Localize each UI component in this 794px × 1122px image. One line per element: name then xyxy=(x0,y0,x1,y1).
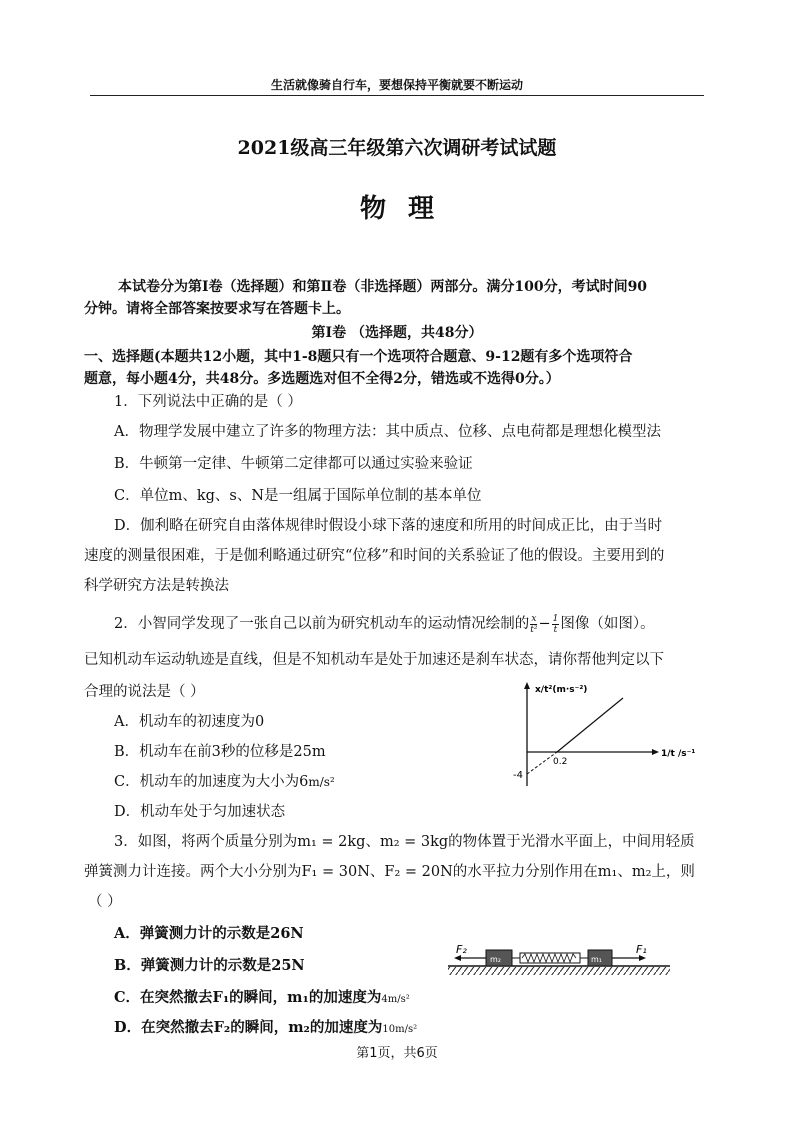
q2-option-c: C．机动车的加速度为大小为6m/s² xyxy=(114,774,335,790)
q1-option-d-line3: 科学研究方法是转换法 xyxy=(84,578,229,594)
q2-graph xyxy=(505,676,695,796)
q2-graph-x-label: 1/t /s⁻¹ xyxy=(661,749,695,759)
q2-dash: − xyxy=(538,616,551,632)
q1-stem: 1．下列说法中正确的是（ ） xyxy=(114,394,302,410)
q2-graph-y-label: x/t²(m·s⁻²) xyxy=(535,685,588,695)
q2-line-2: 已知机动车运动轨迹是直线，但是不知机动车是处于加速还是刹车状态，请你帮他判定以下 xyxy=(84,652,664,668)
q3-spring-scale xyxy=(520,953,580,963)
q2-graph-y-tick: -4 xyxy=(513,770,523,781)
q2-option-d: D．机动车处于匀加速状态 xyxy=(114,804,286,820)
q2-graph-y-arrow xyxy=(524,682,530,689)
intro-line-1: 本试卷分为第Ⅰ卷（选择题）和第Ⅱ卷（非选择题）两部分。满分100分，考试时间90 xyxy=(118,279,648,295)
exam-subject: 物理 xyxy=(359,194,456,224)
intro-line-2: 分钟。请将全部答案按要求写在答题卡上。 xyxy=(84,301,350,317)
q1-option-b: B．牛顿第一定律、牛顿第二定律都可以通过实验来验证 xyxy=(114,456,473,472)
q3-line-2: 弹簧测力计连接。两个大小分别为F₁ = 30N、F₂ = 20N的水平拉力分别作用在m₁、m₂上，则 xyxy=(84,864,695,880)
q3-figure xyxy=(440,940,680,990)
q2-fraction-1-over-t: $\frac{1}{t}$ xyxy=(552,613,559,635)
q3-label-f2: F₂ xyxy=(456,943,467,956)
part-instructions-2: 题意，每小题4分，共48分。多选题选对但不全得2分，错选或不选得0分。） xyxy=(84,371,560,387)
q1-option-d-line1: D．伽利略在研究自由落体规律时假设小球下落的速度和所用的时间成正比，由于当时 xyxy=(114,518,663,534)
q3-option-b: B．弹簧测力计的示数是25N xyxy=(114,957,305,974)
header-rule xyxy=(90,95,704,96)
q2-line-3: 合理的说法是（ ） xyxy=(84,684,205,700)
q2-graph-x-tick: 0.2 xyxy=(553,757,568,767)
q2-option-b: B．机动车在前3秒的位移是25m xyxy=(114,744,326,760)
q2-fraction-x-over-t2: $\frac{x}{\text{t²}}$ xyxy=(530,613,538,635)
q3-ground-hatch xyxy=(448,967,670,975)
q3-label-m1: m₁ xyxy=(591,955,602,964)
q3-line-1: 3．如图，将两个质量分别为m₁ = 2kg、m₂ = 3kg的物体置于光滑水平面上，中间用轻质 xyxy=(114,834,695,850)
q3-option-d: D．在突然撤去F₂的瞬间，m₂的加速度为10m/s² xyxy=(114,1019,418,1036)
q1-option-d-line2: 速度的测量很困难，于是伽利略通过研究“位移”和时间的关系验证了他的假设。主要用到的 xyxy=(84,548,665,564)
q3-line-3: （ ） xyxy=(88,894,122,910)
q3-option-a: A．弹簧测力计的示数是26N xyxy=(114,925,304,942)
q3-label-f1: F₁ xyxy=(636,943,647,956)
q2-option-a: A．机动车的初速度为0 xyxy=(114,714,265,730)
q2-stem-post: 图像（如图）。 xyxy=(560,616,655,632)
q2-graph-line xyxy=(557,698,623,752)
page-motto: 生活就像骑自行车，要想保持平衡就要不断运动 xyxy=(270,78,523,92)
q2-graph-x-arrow xyxy=(652,749,659,755)
part-instructions-1: 一、选择题(本题共12小题，其中1-8题只有一个选项符合题意、9-12题有多个选项符合 xyxy=(84,349,633,365)
q1-option-a: A．物理学发展中建立了许多的物理方法：其中质点、位移、点电荷都是理想化模型法 xyxy=(114,424,661,440)
q2-stem xyxy=(114,612,655,635)
section-title: 第Ⅰ卷 （选择题，共48分） xyxy=(311,325,483,341)
q3-option-c: C．在突然撤去F₁的瞬间，m₁的加速度为4m/s² xyxy=(114,989,410,1006)
q3-label-m2: m₂ xyxy=(490,955,501,964)
q1-option-c: C．单位m、kg、s、N是一组属于国际单位制的基本单位 xyxy=(114,488,482,504)
exam-title: 2021级高三年级第六次调研考试试题 xyxy=(237,137,557,159)
q2-stem-pre: 2．小智同学发现了一张自己以前为研究机动车的运动情况绘制的 xyxy=(114,616,530,632)
page-footer: 第1页，共6页 xyxy=(356,1046,438,1061)
